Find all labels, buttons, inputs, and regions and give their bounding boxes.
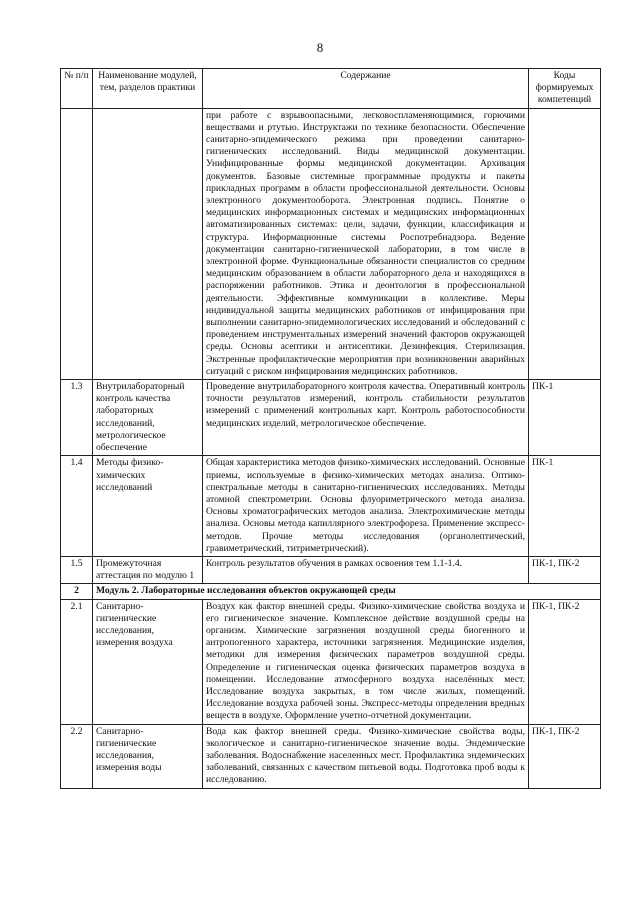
row-num: 1.5 xyxy=(61,556,93,583)
row-content: Проведение внутрилабораторного контроля качества. Оперативный контроль точности результатов измерений, контроль стабильности результатов измерений с применений контрольных карт. Контроль работоспособности медицинских изделий, метрологическое обеспечение. xyxy=(203,380,529,456)
row-num: 2.2 xyxy=(61,724,93,788)
row-num: 1.3 xyxy=(61,380,93,456)
row-content: Общая характеристика методов физико-химических исследований. Основные приемы, используемые в физико-химических методах анализа. Оптико-спектральные методы в санитарно-гигиенических исследованиях. Методы атомной спектрометрии. Основы флуориметрического метода анализа. Основы хроматографических методов анализа. Электрохимические методы анализа. Основы метода капиллярного электрофореза. Применение экспресс-методов. Прочие методы исследования (органолептический, гравиметрический, титриметрический). xyxy=(203,456,529,557)
table-header-row xyxy=(61,69,601,109)
row-competences: ПК-1 xyxy=(529,456,601,557)
row-content: Контроль результатов обучения в рамках освоения тем 1.1-1.4. xyxy=(203,556,529,583)
row-name: Санитарно-гигиенические исследования, измерения воды xyxy=(93,724,203,788)
module-header-row xyxy=(61,584,601,599)
row-num: 1.4 xyxy=(61,456,93,557)
header-competences: Коды формируемых компетенций xyxy=(529,69,601,109)
row-competences: ПК-1, ПК-2 xyxy=(529,724,601,788)
row-content: при работе с взрывоопасными, легковоспламеняющимися, горючими веществами и ртутью. Инструктажи по технике безопасности. Обеспечение санитарно-эпидемического режима при проведении санитарно-гигиенических исследований. Виды медицинской документации. Унифицированные формы медицинской документации. Архивация документов. Базовые системные программные продукты и пакеты прикладных программ в области профессиональной деятельности. Основы электронного документооборота. Электронная подпись. Понятие о медицинских информационных системах и медицинских информационных автоматизированных системах: цели, задачи, функции, классификация и структура. Информационные системы Роспотребнадзора. Ведение документации санитарно-гигиенической лаборатории, в том числе в электронной форме. Функциональные обязанности специалистов со средним медицинским образованием в области лабораторного дела и находящихся в распоряжении работников. Этика и деонтология в профессиональной деятельности. Эффективные коммуникации в коллективе. Меры индивидуальной защиты медицинских работников от инфицирования при выполнении санитарно-эпидемиологических исследований и обследований с проведением инструментальных измерений значений факторов окружающей среды. Основы асептики и антисептики. Дезинфекция. Стерилизация. Экстренные профилактические мероприятия при возникновении аварийных ситуаций с риском инфицирования медицинских работников. xyxy=(203,108,529,379)
row-content: Вода как фактор внешней среды. Физико-химические свойства воды, экологическое и санитарно-гигиеническое значение воды. Эндемические заболевания. Водоснабжение населенных мест. Профилактика эндемических заболеваний, связанных с качеством питьевой воды. Подготовка проб воды к исследованию. xyxy=(203,724,529,788)
row-name: Промежуточная аттестация по модулю 1 xyxy=(93,556,203,583)
header-num: № п/п xyxy=(61,69,93,109)
table-row xyxy=(61,724,601,788)
row-num xyxy=(61,108,93,379)
row-content: Воздух как фактор внешней среды. Физико-химические свойства воздуха и его гигиеническое значение. Комплексное действие воздушной среды на организм. Химические загрязнения воздушной среды биогенного и антропогенного характера, источники загрязнения. Медицинские изделия, методики для измерения физических параметров воздушной среды. Определение и гигиеническая оценка физических параметров воздуха в помещении. Исследование атмосферного воздуха населённых мест. Исследование воздуха закрытых, в том числе жилых, помещений. Исследование воздуха рабочей зоны. Экспресс-методы определения вредных веществ в воздухе. Оформление учетно-отчетной документации. xyxy=(203,599,529,724)
row-name xyxy=(93,108,203,379)
row-num: 2.1 xyxy=(61,599,93,724)
table-row xyxy=(61,599,601,724)
table-row xyxy=(61,556,601,583)
row-competences xyxy=(529,108,601,379)
table-row xyxy=(61,380,601,456)
row-competences: ПК-1 xyxy=(529,380,601,456)
module-num: 2 xyxy=(61,584,93,599)
table-row xyxy=(61,456,601,557)
curriculum-table xyxy=(60,68,601,789)
row-name: Санитарно-гигиенические исследования, измерения воздуха xyxy=(93,599,203,724)
page-number: 8 xyxy=(316,40,324,55)
row-competences: ПК-1, ПК-2 xyxy=(529,599,601,724)
header-name: Наименование модулей, тем, разделов практики xyxy=(93,69,203,109)
header-content: Содержание xyxy=(203,69,529,109)
row-competences: ПК-1, ПК-2 xyxy=(529,556,601,583)
module-title: Модуль 2. Лабораторные исследования объектов окружающей среды xyxy=(93,584,601,599)
row-name: Внутрилабораторный контроль качества лабораторных исследований, метрологическое обеспечение xyxy=(93,380,203,456)
table-row xyxy=(61,108,601,379)
row-name: Методы физико-химических исследований xyxy=(93,456,203,557)
